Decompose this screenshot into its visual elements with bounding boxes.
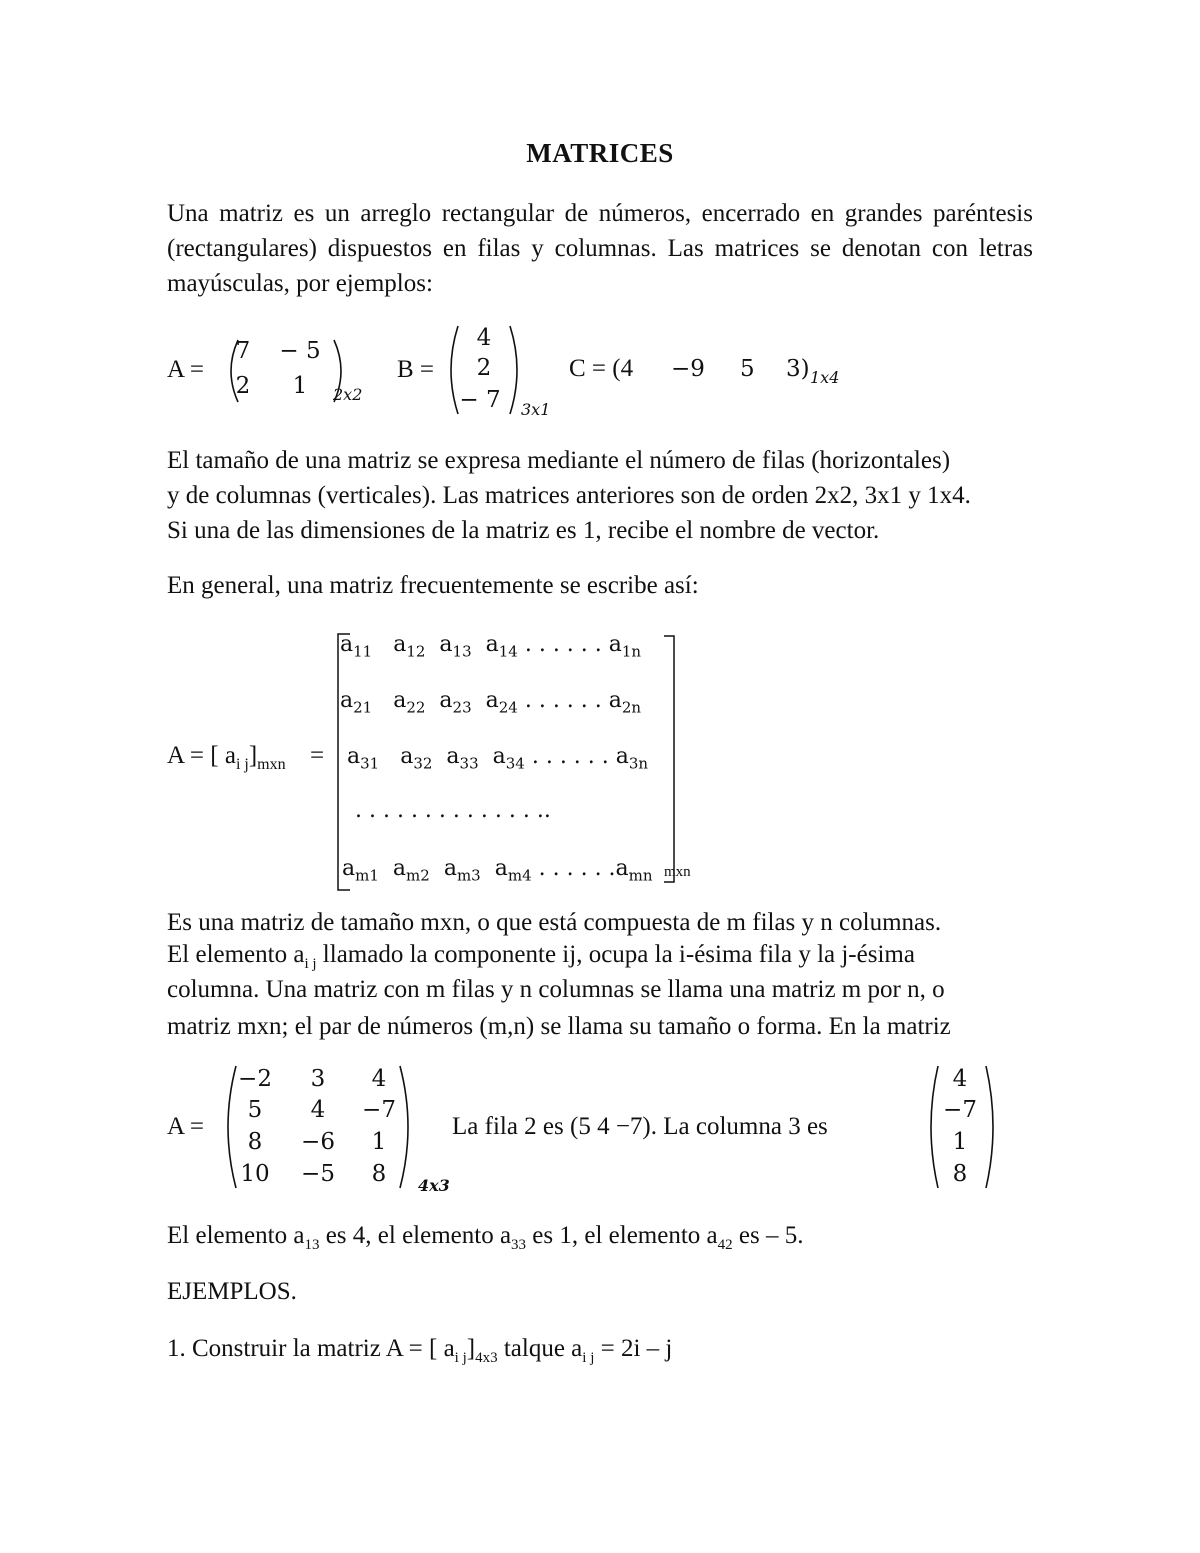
column-vector-cell: 4 — [952, 1066, 968, 1092]
matrix-c-cell: −9 — [671, 356, 705, 382]
description-line: matriz mxn; el par de números (m,n) se llama su tamaño o forma. En la matriz — [167, 1013, 951, 1040]
matrix-4x3-cell: 10 — [240, 1161, 270, 1187]
matrix-c-label: C = (4 — [569, 355, 634, 382]
page-title: MATRICES — [526, 138, 674, 168]
general-equals: = — [310, 742, 325, 769]
matrix-4x3-cell: −2 — [238, 1066, 272, 1092]
description-line-2: El elemento $a_{i j}$ llamado la componente ij, ocupa la i-ésima fila y la j-ésima — [167, 941, 915, 972]
matrix-4x3-cell: 3 — [310, 1066, 326, 1092]
intro-paragraph: Una matriz es un arreglo rectangular de números, encerrado en grandes paréntesis (rectangulares) dispuestos en filas y columnas. Las matrices se denotan con letras mayúsculas, por ejemplos: — [167, 200, 1033, 297]
general-matrix-label: A = [ $a_{i j}]_{mxn}$ — [167, 742, 286, 773]
size-text-line: Si una de las dimensiones de la matriz es 1, recibe el nombre de vector. — [167, 517, 880, 544]
general-row-2: $a_{21}$ $a_{22}$ $a_{23}$ $a_{24}$ . . . . . . $a_{2n}$ — [340, 688, 642, 717]
matrix-a-cell: 2 — [235, 373, 251, 399]
column-vector-cell: 8 — [952, 1161, 968, 1187]
matrix-a-size: 2x2 — [333, 385, 363, 404]
matrix-4x3-cell: 5 — [247, 1097, 263, 1123]
general-row-3: $a_{31}$ $a_{32}$ $a_{33}$ $a_{34}$ . . . . . . $a_{3n}$ — [347, 744, 649, 773]
matrix-4x3-cell: 4 — [310, 1097, 326, 1123]
matrix-c-cell: 3) — [786, 356, 810, 382]
matrix-4x3-cell: −7 — [362, 1097, 396, 1123]
elements-text: El elemento $a_{13}$ es 4, el elemento $a_{33}$ es 1, el elemento $a_{42}$ es – 5. — [167, 1222, 804, 1253]
general-row-m: $a_{m1}$ $a_{m2}$ $a_{m3}$ $a_{m4}$ . . . . . $.a_{mn}$ — [342, 856, 653, 885]
matrix-4x3-cell: 8 — [371, 1161, 387, 1187]
matrix-4x3-label: A = — [167, 1113, 205, 1140]
matrix-a-cell: 1 — [292, 373, 308, 399]
matrix-a-cell: − 5 — [279, 338, 321, 364]
matrix-c-cell: 5 — [740, 356, 755, 382]
size-text-line: y de columnas (verticales). Las matrices anteriores son de orden 2x2, 3x1 y 1x4. — [167, 482, 971, 509]
column-vector-cell: 1 — [952, 1129, 968, 1155]
general-dots-row: . . . . . . . . . . . . . .. — [355, 798, 551, 823]
general-row-1: $a_{11}$ $a_{12}$ $a_{13}$ $a_{14}$ . . . . . . $a_{1n}$ — [340, 632, 642, 661]
exercise-1: 1. Construir la matriz A = [ $a_{i j}]_{4x3}$ talque $a_{i j} = 2i - j$ — [167, 1335, 673, 1366]
examples-heading: EJEMPLOS. — [167, 1278, 297, 1305]
general-matrix-size: mxn — [664, 864, 691, 880]
size-text-line: El tamaño de una matriz se expresa mediante el número de filas (horizontales) — [167, 447, 951, 474]
matrix-4x3-cell: 4 — [371, 1066, 387, 1092]
matrix-4x3-cell: 8 — [247, 1129, 263, 1155]
matrix-b-cell: − 7 — [459, 387, 501, 413]
matrix-b-cell: 4 — [476, 325, 492, 351]
matrix-4x3-size: 4x3 — [418, 1176, 450, 1195]
column-vector-cell: −7 — [943, 1097, 977, 1123]
matrix-b-size: 3x1 — [521, 400, 551, 419]
general-text: En general, una matriz frecuentemente se escribe así: — [167, 572, 699, 599]
description-line: columna. Una matriz con m filas y n columnas se llama una matriz m por n, o — [167, 976, 945, 1003]
matrix-b-label: B = — [397, 356, 435, 383]
matrix-a-label: A = — [167, 356, 205, 383]
matrix-4x3-cell: −5 — [301, 1161, 335, 1187]
row-column-text: La fila 2 es (5 4 −7). La columna 3 es — [452, 1113, 828, 1140]
matrix-4x3-cell: −6 — [301, 1129, 335, 1155]
description-line: Es una matriz de tamaño mxn, o que está compuesta de m filas y n columnas. — [167, 909, 942, 936]
matrix-b-cell: 2 — [476, 355, 492, 381]
matrix-c-size: 1x4 — [810, 368, 840, 387]
matrix-4x3-cell: 1 — [371, 1129, 387, 1155]
matrix-a-cell: 7 — [235, 338, 251, 364]
